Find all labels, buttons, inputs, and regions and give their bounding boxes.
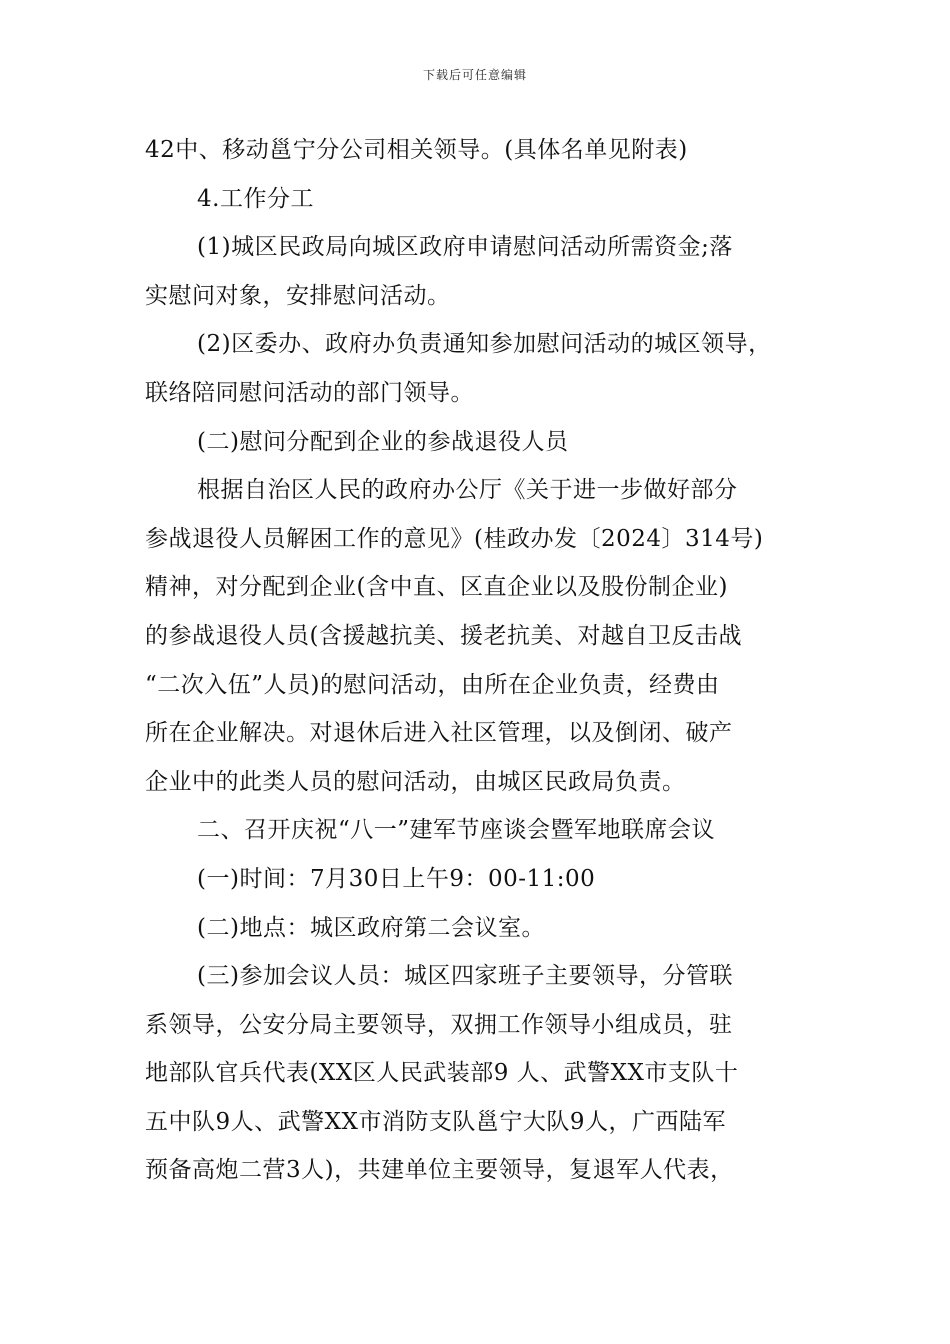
text-line: (三)参加会议人员：城区四家班子主要领导，分管联 bbox=[197, 963, 733, 990]
page-header: 下载后可任意编辑 bbox=[422, 68, 527, 82]
text-line: 预备高炮二营3人)，共建单位主要领导，复退军人代表， bbox=[145, 1157, 734, 1184]
text-line: (一)时间：7月30日上午9：00-11:00 bbox=[197, 865, 596, 892]
text-line: (1)城区民政局向城区政府申请慰问活动所需资金;落 bbox=[197, 234, 733, 261]
body-text bbox=[145, 126, 810, 1195]
text-line: 企业中的此类人员的慰问活动，由城区民政局负责。 bbox=[145, 768, 686, 795]
text-line: 的参战退役人员(含援越抗美、援老抗美、对越自卫反击战 bbox=[145, 622, 742, 649]
text-line: 42中、移动邕宁分公司相关领导。(具体名单见附表) bbox=[145, 137, 688, 163]
text-line: 地部队官兵代表(XX区人民武装部9 人、武警XX市支队十 bbox=[145, 1060, 739, 1087]
text-line: “二次入伍”人员)的慰问活动，由所在企业负责，经费由 bbox=[145, 671, 720, 698]
text-line: 系领导，公安分局主要领导，双拥工作领导小组成员，驻 bbox=[145, 1011, 733, 1038]
text-line: (2)区委办、政府办负责通知参加慰问活动的城区领导， bbox=[197, 331, 772, 358]
text-line: 所在企业解决。对退休后进入社区管理，以及倒闭、破产 bbox=[145, 720, 733, 747]
text-line: 联络陪同慰问活动的部门领导。 bbox=[145, 379, 474, 406]
text-line: 4.工作分工 bbox=[197, 185, 314, 212]
text-line: 实慰问对象，安排慰问活动。 bbox=[145, 282, 451, 309]
text-line: 五中队9人、武警XX市消防支队邕宁大队9人，广西陆军 bbox=[145, 1108, 727, 1135]
text-line: 根据自治区人民的政府办公厅《关于进一步做好部分 bbox=[197, 477, 738, 504]
text-line: (二)地点：城区政府第二会议室。 bbox=[197, 914, 545, 941]
text-line: 二、召开庆祝“八一”建军节座谈会暨军地联席会议 bbox=[197, 817, 716, 844]
text-line: (二)慰问分配到企业的参战退役人员 bbox=[197, 428, 569, 455]
text-line: 精神，对分配到企业(含中直、区直企业以及股份制企业) bbox=[145, 574, 728, 601]
text-line: 参战退役人员解困工作的意见》(桂政办发〔2024〕314号) bbox=[145, 525, 764, 552]
